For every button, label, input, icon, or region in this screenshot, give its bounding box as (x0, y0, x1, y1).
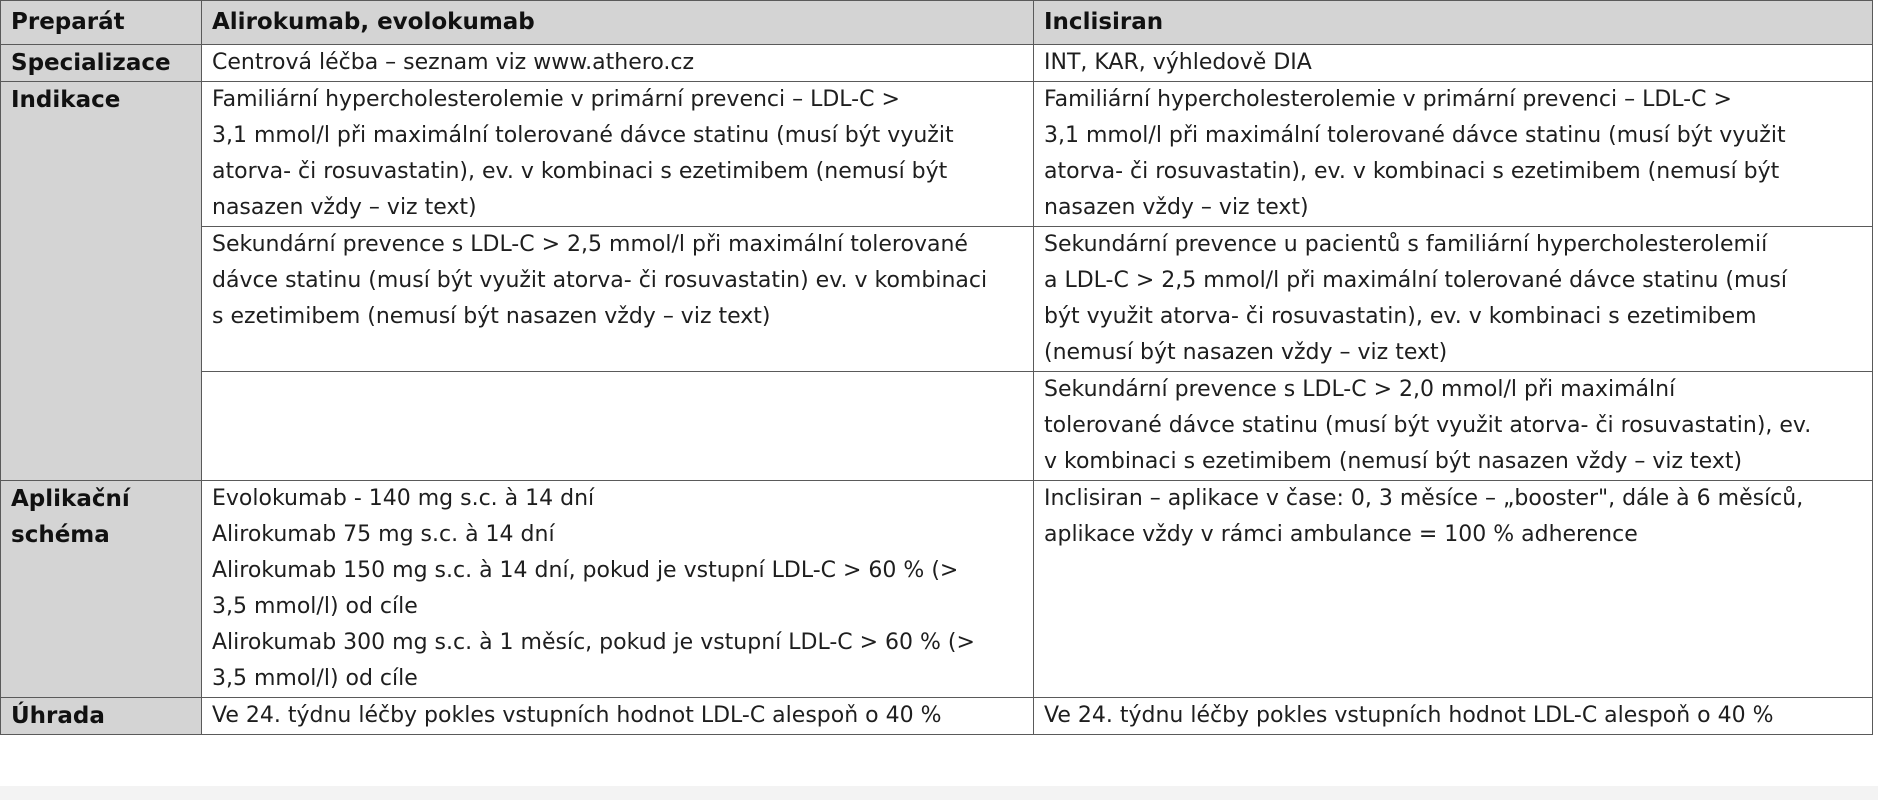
text-line: Ve 24. týdnu léčby pokles vstupních hodnot LDL-C alespoň o 40 % (1044, 703, 1774, 728)
text-line: Alirokumab 75 mg s.c. à 14 dní (212, 522, 555, 547)
cell-aplikacni-inclisiran (1034, 481, 1873, 698)
row-aplikacni-schema (1, 481, 1873, 698)
cell-indikace-1-alirokumab (202, 82, 1034, 227)
text-line: Sekundární prevence s LDL-C > 2,0 mmol/l při maximální (1044, 377, 1676, 402)
row-label-uhrada: Úhrada (1, 698, 202, 735)
text-line: a LDL-C > 2,5 mmol/l při maximální tolerované dávce statinu (musí (1044, 268, 1787, 293)
text-line: atorva- či rosuvastatin), ev. v kombinaci s ezetimibem (nemusí být (1044, 159, 1780, 184)
row-label-indikace: Indikace (1, 82, 202, 481)
text-line: být využit atorva- či rosuvastatin), ev. v kombinaci s ezetimibem (1044, 304, 1757, 329)
cell-specializace-alirokumab (202, 45, 1034, 82)
text-line: s ezetimibem (nemusí být nasazen vždy – viz text) (212, 304, 771, 329)
row-indikace-2 (1, 227, 1873, 372)
row-label-specializace: Specializace (1, 45, 202, 82)
text-line: 3,1 mmol/l při maximální tolerované dávce statinu (musí být využit (1044, 123, 1786, 148)
header-alirokumab-evolokumab: Alirokumab, evolokumab (202, 1, 1034, 45)
text-line: Familiární hypercholesterolemie v primární prevenci – LDL-C > (1044, 87, 1732, 112)
row-label-aplikacni-schema (1, 481, 202, 698)
row-indikace-3 (1, 372, 1873, 481)
text-line: v kombinaci s ezetimibem (nemusí být nasazen vždy – viz text) (1044, 449, 1743, 474)
cell-aplikacni-alirokumab (202, 481, 1034, 698)
row-label-line: schéma (11, 522, 110, 548)
text-line: tolerované dávce statinu (musí být využit atorva- či rosuvastatin), ev. (1044, 413, 1812, 438)
cell-indikace-3-inclisiran (1034, 372, 1873, 481)
cell-indikace-2-inclisiran (1034, 227, 1873, 372)
text-line: dávce statinu (musí být využit atorva- či rosuvastatin) ev. v kombinaci (212, 268, 988, 293)
row-uhrada (1, 698, 1873, 735)
cell-specializace-inclisiran (1034, 45, 1873, 82)
text-line: aplikace vždy v rámci ambulance = 100 % adherence (1044, 522, 1638, 547)
row-indikace-1 (1, 82, 1873, 227)
text-line: 3,5 mmol/l) od cíle (212, 594, 418, 619)
text-line: Evolokumab - 140 mg s.c. à 14 dní (212, 486, 595, 511)
table-header-row (1, 1, 1873, 45)
empty-cell-spacer (212, 372, 1025, 408)
text-line: 3,1 mmol/l při maximální tolerované dávce statinu (musí být využit (212, 123, 954, 148)
cell-indikace-1-inclisiran (1034, 82, 1873, 227)
cell-uhrada-alirokumab (202, 698, 1034, 735)
cell-indikace-2-alirokumab (202, 227, 1034, 372)
cell-indikace-3-alirokumab-empty (202, 372, 1034, 481)
row-specializace (1, 45, 1873, 82)
text-line: Centrová léčba – seznam viz www.athero.cz (212, 50, 695, 75)
text-line: nasazen vždy – viz text) (1044, 195, 1309, 220)
text-line: Alirokumab 150 mg s.c. à 14 dní, pokud je vstupní LDL-C > 60 % (> (212, 558, 959, 583)
text-line: Alirokumab 300 mg s.c. à 1 měsíc, pokud je vstupní LDL-C > 60 % (> (212, 630, 975, 655)
text-line: Inclisiran – aplikace v čase: 0, 3 měsíce – „booster", dále à 6 měsíců, (1044, 486, 1804, 511)
bottom-strip (0, 786, 1878, 800)
text-line: 3,5 mmol/l) od cíle (212, 666, 418, 691)
text-line: Familiární hypercholesterolemie v primární prevenci – LDL-C > (212, 87, 900, 112)
text-line: atorva- či rosuvastatin), ev. v kombinaci s ezetimibem (nemusí být (212, 159, 948, 184)
header-inclisiran: Inclisiran (1034, 1, 1873, 45)
text-line: (nemusí být nasazen vždy – viz text) (1044, 340, 1448, 365)
header-preparat: Preparát (1, 1, 202, 45)
text-line: INT, KAR, výhledově DIA (1044, 50, 1312, 75)
row-label-line: Aplikační (11, 486, 130, 512)
cell-uhrada-inclisiran (1034, 698, 1873, 735)
text-line: Sekundární prevence u pacientů s familiární hypercholesterolemií (1044, 232, 1768, 257)
text-line: Sekundární prevence s LDL-C > 2,5 mmol/l při maximální tolerované (212, 232, 968, 257)
text-line: Ve 24. týdnu léčby pokles vstupních hodnot LDL-C alespoň o 40 % (212, 703, 942, 728)
text-line: nasazen vždy – viz text) (212, 195, 477, 220)
